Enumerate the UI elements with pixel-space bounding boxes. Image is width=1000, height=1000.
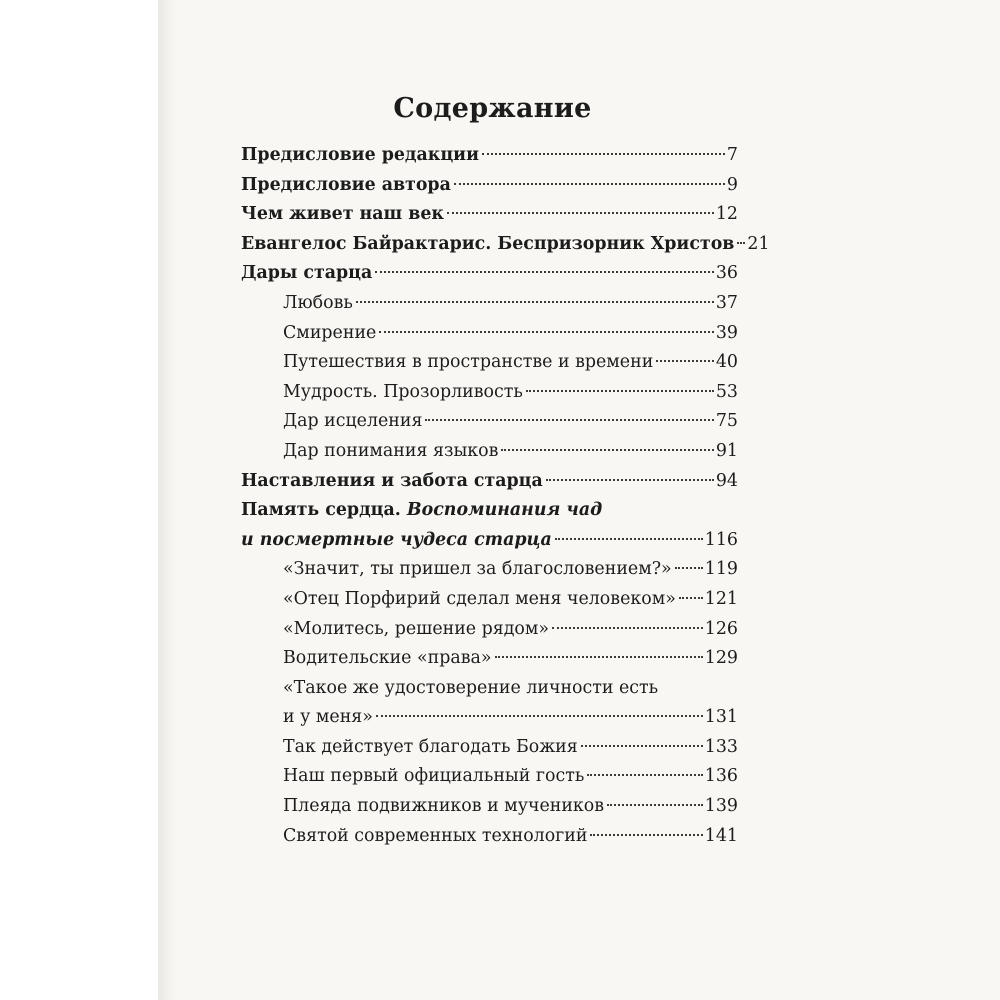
dot-leader bbox=[679, 597, 703, 599]
dot-leader bbox=[454, 183, 725, 185]
toc-subentry bbox=[241, 555, 738, 585]
toc-entry-title: Мудрость. Прозорливость bbox=[283, 381, 523, 402]
toc-entry-page: 94 bbox=[715, 470, 738, 491]
toc-entry-title: Так действует благодать Божия bbox=[283, 736, 578, 757]
toc-entry bbox=[241, 200, 738, 230]
dot-leader bbox=[581, 745, 703, 747]
dot-leader bbox=[555, 538, 703, 540]
toc-subentry bbox=[241, 348, 738, 378]
toc-entry-page: 136 bbox=[704, 766, 738, 787]
dot-leader bbox=[590, 834, 702, 836]
dot-leader bbox=[526, 390, 714, 392]
toc-entry-title: Евангелос Байрактарис. Беспризорник Христов bbox=[241, 233, 735, 254]
toc-entry-page: 53 bbox=[715, 381, 738, 402]
toc-entry bbox=[241, 171, 738, 201]
toc-entry-page: 39 bbox=[715, 322, 738, 343]
toc-subentry bbox=[241, 407, 738, 437]
dot-leader bbox=[587, 774, 703, 776]
toc-entry-page: 9 bbox=[726, 174, 738, 195]
dot-leader bbox=[552, 627, 703, 629]
dot-leader bbox=[607, 804, 703, 806]
toc-entry-page: 75 bbox=[715, 411, 738, 432]
toc-entry-title: Плеяда подвижников и мучеников bbox=[283, 796, 605, 817]
toc-entry-title-plain: Память сердца. bbox=[241, 500, 401, 521]
dot-leader bbox=[379, 331, 714, 333]
dot-leader bbox=[376, 715, 703, 717]
toc-entry bbox=[241, 230, 770, 260]
toc-entry-page: 40 bbox=[715, 352, 738, 373]
binding-shadow bbox=[158, 0, 176, 1000]
toc-entry bbox=[241, 141, 738, 171]
dot-leader bbox=[375, 271, 714, 273]
table-of-contents bbox=[241, 88, 770, 851]
toc-entry-title: Чем живет наш век bbox=[241, 204, 444, 225]
toc-subentry bbox=[241, 319, 738, 349]
dot-leader bbox=[737, 242, 745, 244]
toc-entry-page: 131 bbox=[704, 707, 738, 728]
toc-entry-page: 116 bbox=[704, 529, 738, 550]
page-title: Содержание bbox=[393, 93, 592, 124]
toc-entry-title: «Молитесь, решение рядом» bbox=[283, 618, 550, 639]
toc-subentry bbox=[241, 289, 738, 319]
toc-entry-title: Дары старца bbox=[241, 263, 373, 284]
toc-subentry bbox=[241, 644, 738, 674]
toc-entry-title bbox=[241, 526, 552, 556]
toc-entry-title: Наставления и забота старца bbox=[241, 470, 543, 491]
dot-leader bbox=[546, 479, 714, 481]
toc-subentry-line1 bbox=[241, 674, 738, 704]
toc-subentry bbox=[241, 437, 738, 467]
toc-entry-title bbox=[241, 496, 602, 526]
dot-leader bbox=[495, 656, 703, 658]
dot-leader bbox=[675, 567, 703, 569]
toc-entry-page: 139 bbox=[704, 796, 738, 817]
toc-entry-page: 21 bbox=[747, 233, 770, 254]
dot-leader bbox=[482, 153, 725, 155]
toc-entry-page: 141 bbox=[704, 825, 738, 846]
toc-entry-page: 7 bbox=[726, 145, 738, 165]
toc-entry-page: 36 bbox=[715, 263, 738, 284]
toc-entry-page: 121 bbox=[704, 588, 738, 609]
toc-entry-title: Путешествия в пространстве и времени bbox=[283, 352, 654, 373]
toc-entry bbox=[241, 259, 738, 289]
dot-leader bbox=[656, 360, 714, 362]
toc-entry-title: Любовь bbox=[283, 292, 353, 313]
toc-entry-title-italic: Воспоминания чад bbox=[406, 500, 603, 521]
toc-subentry bbox=[241, 378, 738, 408]
toc-entry-line2 bbox=[241, 526, 738, 556]
dot-leader bbox=[447, 212, 714, 214]
toc-subentry bbox=[241, 615, 738, 645]
toc-entry-page: 129 bbox=[704, 648, 738, 669]
toc-entry-line1 bbox=[241, 496, 738, 526]
toc-subentry bbox=[241, 762, 738, 792]
toc-entry-title: Водительские «права» bbox=[283, 648, 492, 669]
toc-entry-title: «Такое же удостоверение личности есть bbox=[283, 677, 659, 698]
toc-entry-page: 133 bbox=[704, 736, 738, 757]
toc-entry-page: 91 bbox=[715, 440, 738, 461]
toc-entry-title: и у меня» bbox=[283, 707, 373, 728]
toc-subentry bbox=[241, 822, 738, 852]
toc-entry-page: 37 bbox=[715, 292, 738, 313]
toc-entry-title: «Отец Порфирий сделал меня человеком» bbox=[283, 588, 676, 609]
toc-entry-title: Наш первый официальный гость bbox=[283, 766, 585, 787]
toc-entry-page: 126 bbox=[704, 618, 738, 639]
toc-entry-page: 119 bbox=[704, 559, 738, 580]
toc-entry-page: 12 bbox=[715, 204, 738, 225]
dot-leader bbox=[356, 301, 714, 303]
toc-entry-title: Смирение bbox=[283, 322, 377, 343]
toc-entry-title: Святой современных технологий bbox=[283, 825, 588, 846]
toc-entry bbox=[241, 467, 738, 497]
toc-subentry bbox=[241, 792, 738, 822]
toc-subentry-line2 bbox=[241, 703, 738, 733]
dot-leader bbox=[501, 449, 713, 451]
toc-entry-title-italic: и посмертные чудеса старца bbox=[241, 529, 552, 550]
toc-entry-title: «Значит, ты пришел за благословением?» bbox=[283, 559, 672, 580]
toc-entry-title: Дар понимания языков bbox=[283, 440, 499, 461]
toc-entry-title: Предисловие автора bbox=[241, 174, 451, 195]
dot-leader bbox=[425, 419, 713, 421]
toc-subentry bbox=[241, 585, 738, 615]
toc-subentry bbox=[241, 733, 738, 763]
toc-entry-title: Предисловие редакции bbox=[241, 145, 479, 165]
toc-entry-title: Дар исцеления bbox=[283, 411, 423, 432]
